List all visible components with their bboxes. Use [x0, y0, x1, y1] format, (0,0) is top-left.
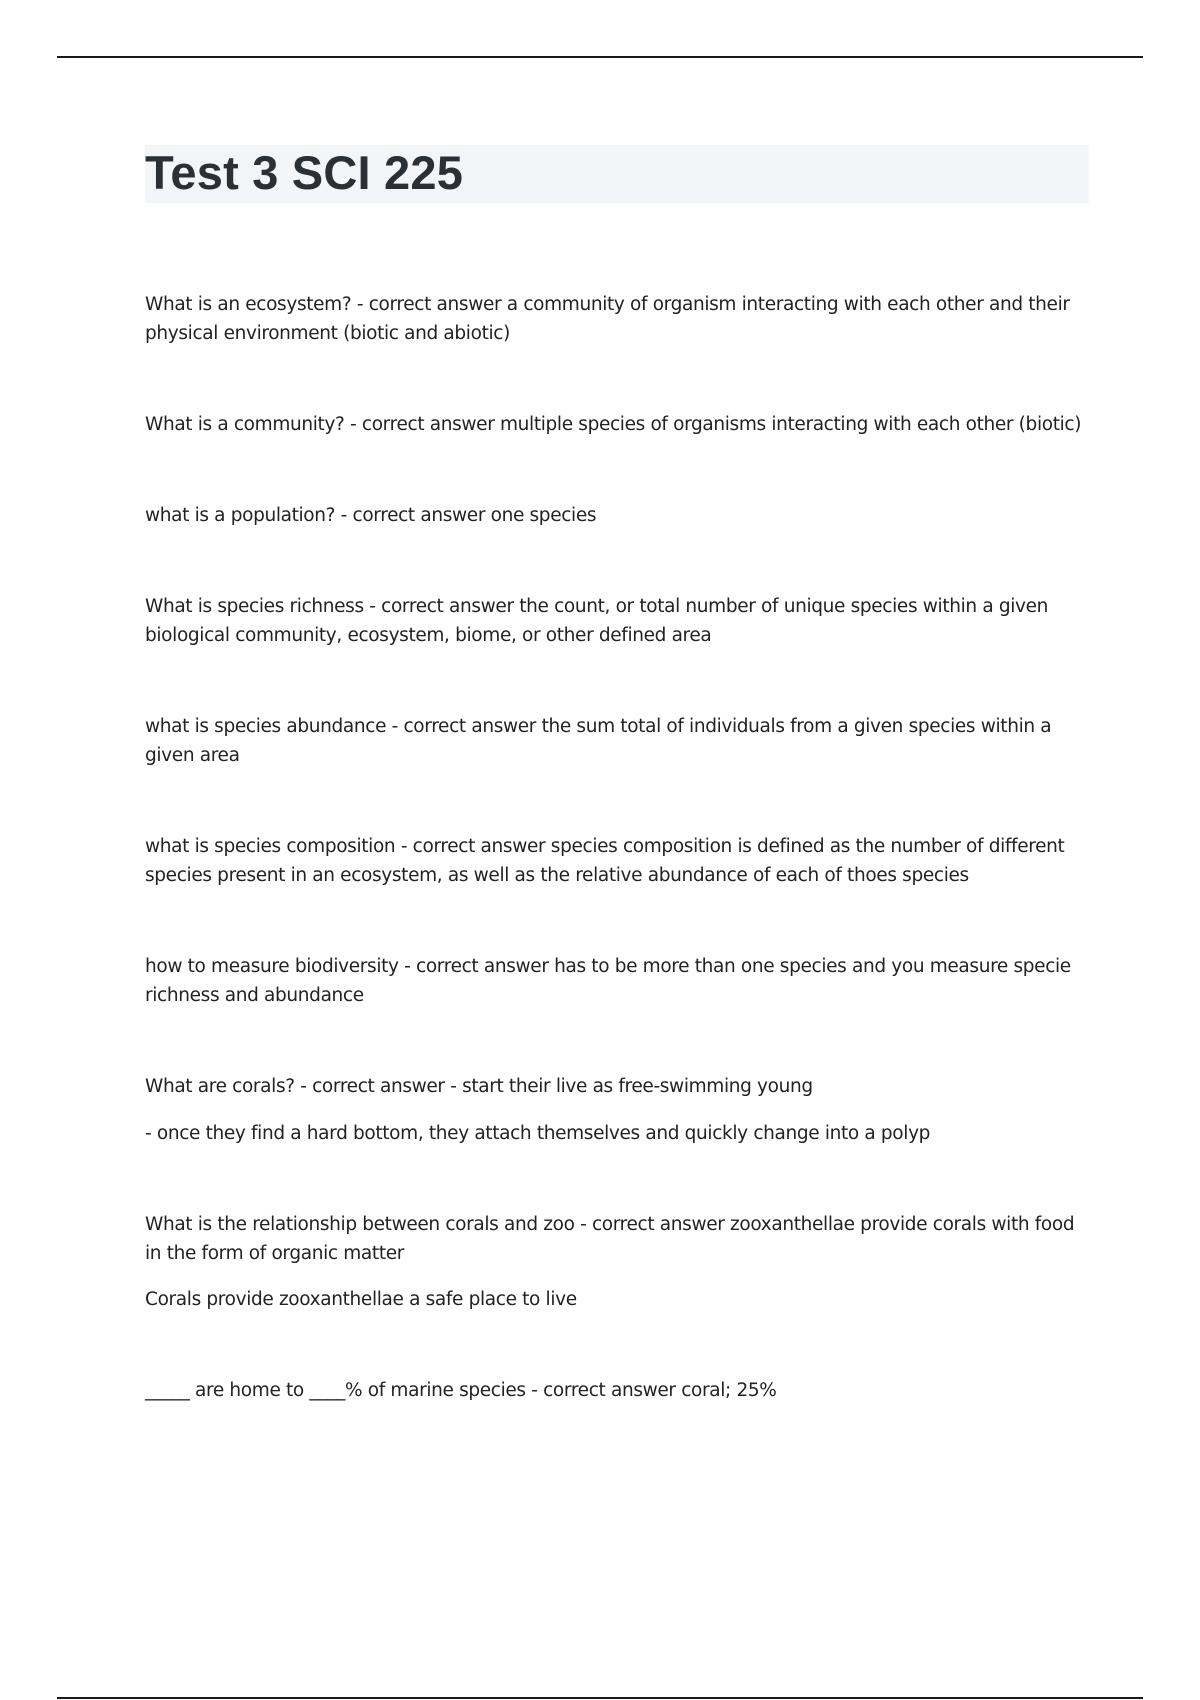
top-rule — [57, 56, 1143, 58]
qa-item — [145, 953, 1090, 1010]
qa-item — [145, 291, 1090, 348]
qa-item — [145, 833, 1090, 890]
qa-text: what is a population? - correct answer one species — [145, 505, 597, 526]
qa-item — [145, 1211, 1090, 1315]
qa-item — [145, 411, 1090, 440]
qa-text-continued: - once they find a hard bottom, they attach themselves and quickly change into a polyp — [145, 1122, 931, 1144]
qa-item — [145, 1377, 1090, 1406]
qa-text: What are corals? - correct answer - start their live as free-swimming young — [145, 1076, 813, 1097]
qa-text: how to measure biodiversity - correct answer has to be more than one species and you measure specie richness and abundance — [145, 956, 1071, 1006]
qa-item — [145, 502, 1090, 531]
qa-item — [145, 1073, 1090, 1148]
qa-text: _____ are home to ____% of marine species - correct answer coral; 25% — [145, 1380, 777, 1401]
qa-text: What is the relationship between corals and zoo - correct answer zooxanthellae provide corals with food in the form of organic matter — [145, 1214, 1075, 1264]
qa-text-continued: Corals provide zooxanthellae a safe place to live — [145, 1289, 577, 1310]
qa-text: What is a community? - correct answer multiple species of organisms interacting with each other (biotic) — [145, 414, 1082, 435]
qa-text: what is species composition - correct answer species composition is defined as the number of different species present in an ecosystem, as well as the relative abundance of each of thoes species — [145, 836, 1065, 886]
qa-text: What is an ecosystem? - correct answer a community of organism interacting with each other and their physical environment (biotic and abiotic) — [145, 294, 1070, 344]
qa-text: what is species abundance - correct answer the sum total of individuals from a given species within a given area — [145, 716, 1052, 766]
bottom-rule — [57, 1697, 1143, 1699]
qa-item — [145, 593, 1090, 650]
qa-item — [145, 713, 1090, 770]
document-title: Test 3 SCI 225 — [145, 146, 464, 199]
qa-text: What is species richness - correct answer the count, or total number of unique species within a given biological community, ecosystem, biome, or other defined area — [145, 596, 1049, 646]
